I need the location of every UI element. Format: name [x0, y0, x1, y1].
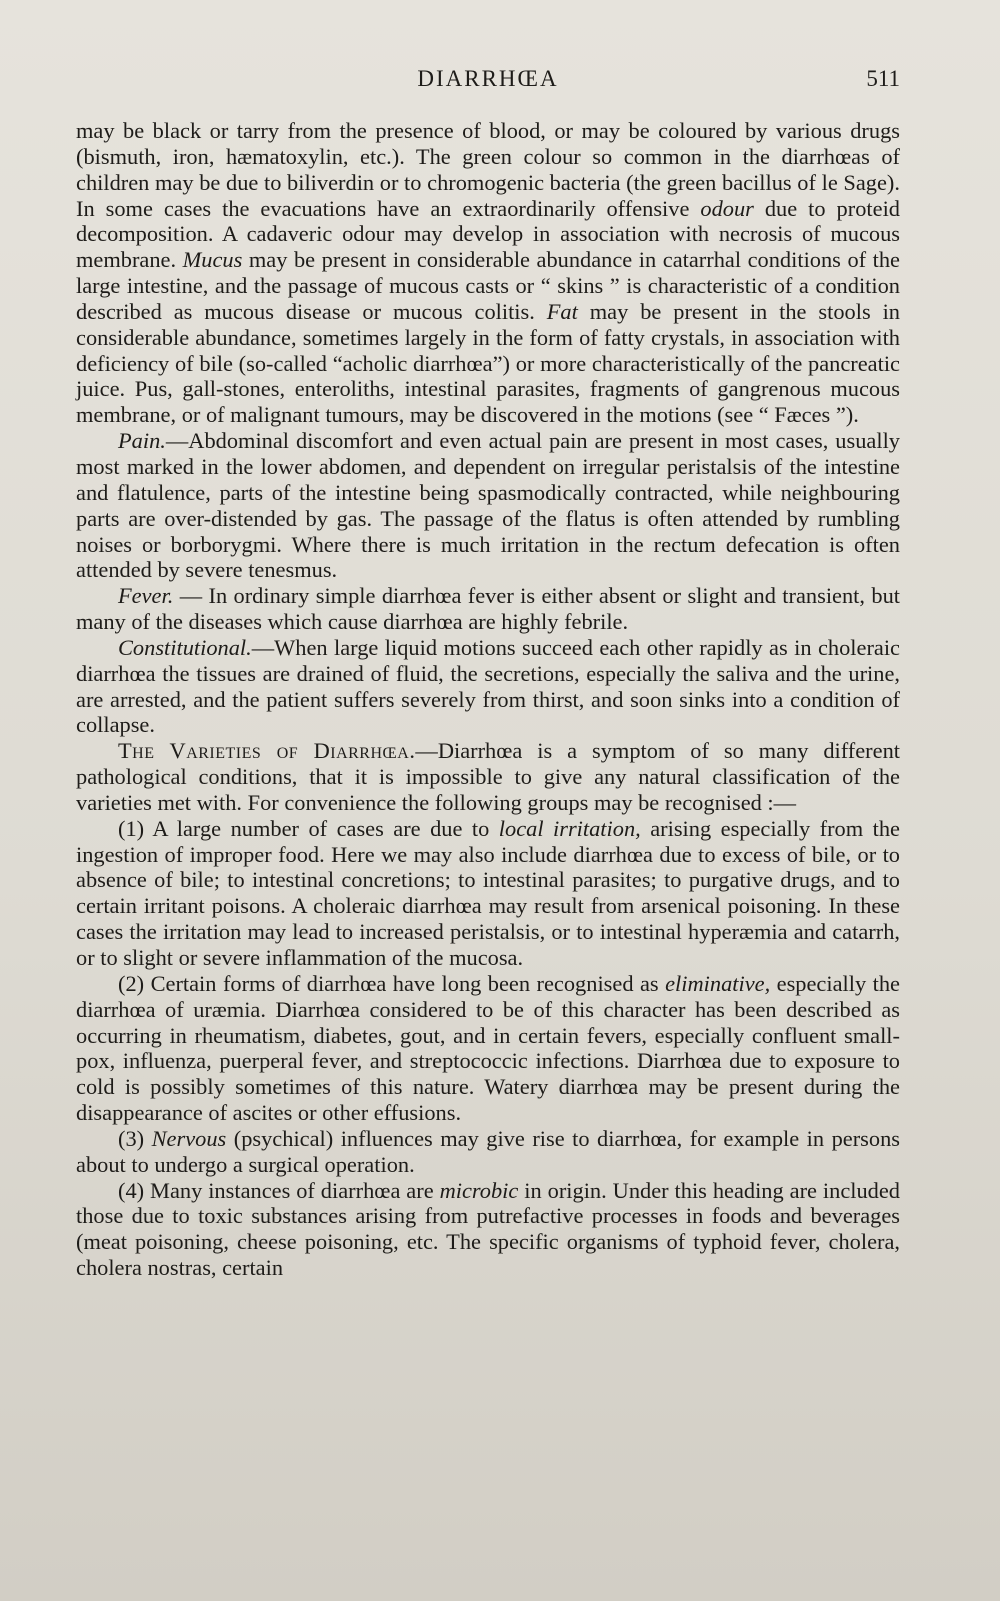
paragraph-text: (4) Many instances of diarrhœa are: [118, 1177, 440, 1203]
list-item-local-irritation: [76, 816, 900, 971]
italic-term-mucus: Mucus: [182, 247, 243, 273]
paragraph-text: may be present in the stools in considerable abundance, sometimes largely in the form of fatty crystals, in association with deficiency of bile (so-called “acholic diarrhœa”) or more characteristically of the pancreatic juice. Pus, gall-stones, enteroliths, intestinal parasites, fragments of gangrenous mucous membrane, or of malignant tumours, may be discovered in the motions (see “ Fæces ”).: [76, 298, 900, 428]
section-heading-fever: Fever.: [118, 583, 174, 609]
italic-term-local-irritation: local irritation,: [498, 815, 641, 841]
running-head: [76, 66, 900, 100]
paragraph-text: (3): [118, 1125, 152, 1151]
paragraph-text: (psychical) influences may give rise to diarrhœa, for example in persons about to undergo a surgical operation.: [76, 1125, 900, 1177]
section-heading-constitutional: Constitutional.: [118, 634, 252, 660]
paragraph-text: —When large liquid motions succeed each other rapidly as in choleraic diarrhœa the tissues are drained of fluid, the secretions, especially the saliva and the urine, are arrested, and the patient suffers severely from thirst, and soon sinks into a condition of collapse.: [76, 634, 900, 738]
paragraph-text: may be present in considerable abundance in catarrhal conditions of the large intestine, and the passage of mucous casts or “ skins ” is characteristic of a condition described as mucous disease or mucous colitis.: [76, 247, 900, 324]
page-number: 511: [866, 66, 900, 91]
page-title: DIARRHŒA: [417, 66, 559, 91]
paragraph-text: —Diarrhœa is a symptom of so many different pathological conditions, that it is impossible to give any natural classification of the varieties met with. For convenience the following groups may be recognised :—: [76, 738, 900, 815]
list-item-eliminative: [76, 971, 900, 1126]
paragraph-varieties: [76, 738, 900, 816]
paragraph-text: arising especially from the ingestion of improper food. Here we may also include diarrhœa due to excess of bile, or to absence of bile; to intestinal concretions; to intestinal parasites; to purgative drugs, and to certain irritant poisons. A choleraic diarrhœa may result from arsenical poisoning. In these cases the irritation may lead to increased peristalsis, or to intestinal hyperæmia and catarrh, or to slight or severe inflammation of the mucosa.: [76, 815, 900, 970]
paragraph-pain: [76, 428, 900, 583]
italic-term-odour: odour: [700, 195, 754, 221]
body-text: [76, 118, 900, 1281]
paragraph-fever: [76, 583, 900, 635]
list-item-microbic: [76, 1178, 900, 1281]
paragraph-text: in origin. Under this heading are included those due to toxic substances arising from putrefactive processes in foods and beverages (meat poisoning, cheese poisoning, etc. The specific organisms of typhoid fever, cholera, cholera nostras, certain: [76, 1177, 900, 1281]
paragraph-constitutional: [76, 635, 900, 738]
paragraph-text: (1) A large number of cases are due to: [118, 815, 499, 841]
paragraph-text: — In ordinary simple diarrhœa fever is either absent or slight and transient, but many of the diseases which cause diarrhœa are highly febrile.: [76, 583, 900, 635]
italic-term-nervous: Nervous: [151, 1125, 227, 1151]
paragraph-text: —Abdominal discomfort and even actual pain are present in most cases, usually most marked in the lower abdomen, and dependent on irregular peristalsis of the intestine and flatulence, parts of the intestine being spasmodically contracted, while neighbouring parts are over-distended by gas. The passage of the flatus is often attended by rumbling noises or borborygmi. Where there is much irritation in the rectum defecation is often attended by severe tenesmus.: [76, 428, 900, 583]
paragraph-text: may be black or tarry from the presence of blood, or may be coloured by various drugs (bismuth, iron, hæmatoxylin, etc.). The green colour so common in the diarrhœas of children may be due to biliverdin or to chromogenic bacteria (the green bacillus of le Sage). In some cases the evacuations have an extraordinarily offensive: [76, 118, 900, 221]
paragraph-text: due to proteid decomposition. A cadaveric odour may develop in association with necrosis of mucous membrane.: [76, 195, 900, 273]
italic-term-fat: Fat: [546, 298, 578, 324]
list-item-nervous: [76, 1126, 900, 1178]
italic-term-eliminative: eliminative,: [665, 970, 771, 996]
section-heading-pain: Pain.: [118, 428, 166, 454]
paragraph-text: (2) Certain forms of diarrhœa have long been recognised as: [118, 970, 666, 996]
italic-term-microbic: microbic: [439, 1177, 519, 1203]
paragraph-text: especially the diarrhœa of uræmia. Diarrhœa considered to be of this character has been described as occurring in rheumatism, diabetes, gout, and in certain fevers, especially confluent small-pox, influenza, puerperal fever, and streptococcic infections. Diarrhœa due to exposure to cold is possibly sometimes of this nature. Watery diarrhœa may be present during the disappearance of ascites or other effusions.: [76, 970, 900, 1126]
paragraph-stool-characteristics: [76, 118, 900, 428]
section-heading-varieties: The Varieties of Diarrhœa.: [118, 738, 416, 764]
